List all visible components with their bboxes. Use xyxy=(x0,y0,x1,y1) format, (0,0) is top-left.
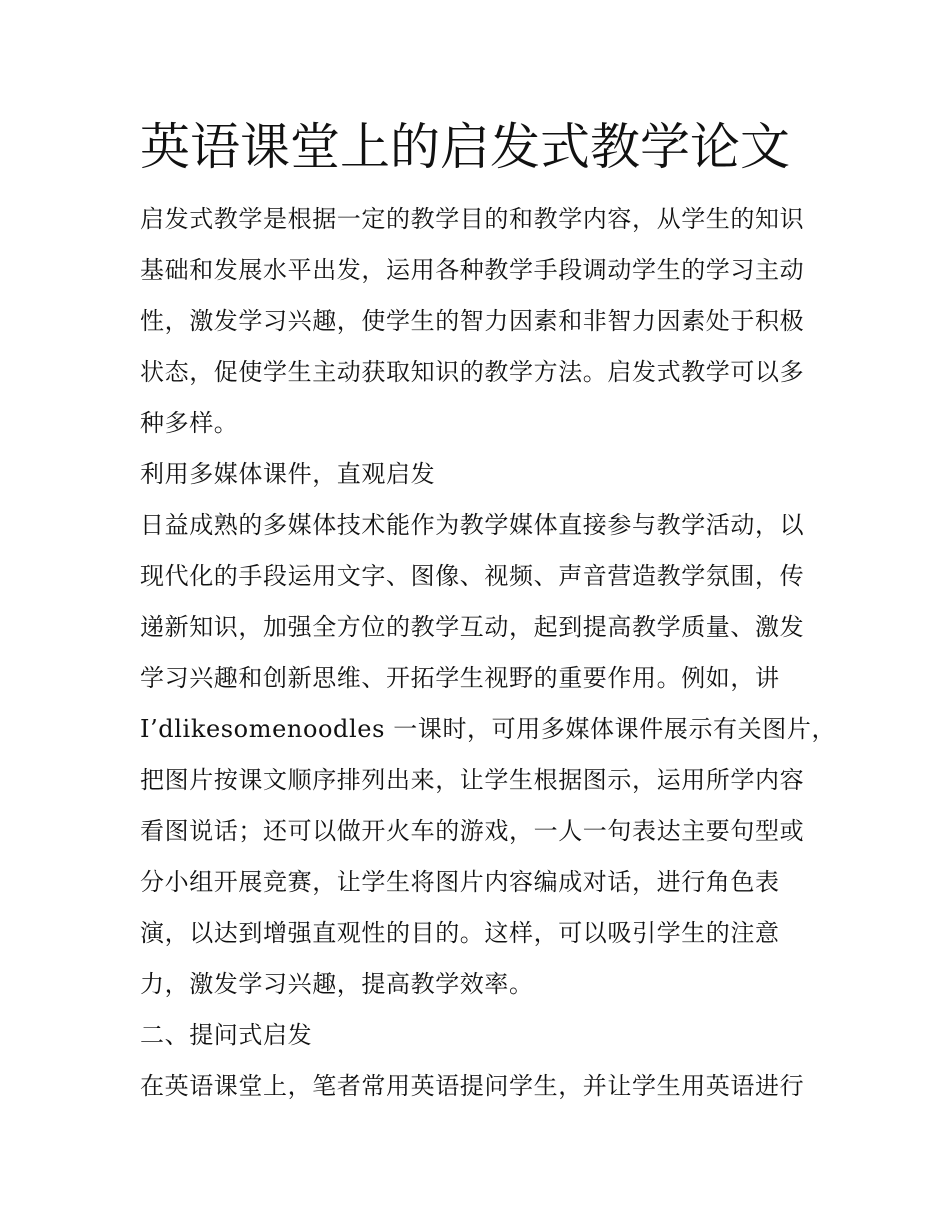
page-title: 英语课堂上的启发式教学论文 xyxy=(140,118,790,176)
text-line: 力，激发学习兴趣，提高教学效率。 xyxy=(140,970,534,998)
text-line: 性，激发学习兴趣，使学生的智力因素和非智力因素处于积极 xyxy=(140,307,805,335)
section-heading: 二、提问式启发 xyxy=(140,1021,313,1049)
section-heading: 利用多媒体课件，直观启发 xyxy=(140,460,436,488)
text-line: 看图说话；还可以做开火车的游戏，一人一句表达主要句型或 xyxy=(140,817,805,845)
text-line: 在英语课堂上，笔者常用英语提问学生，并让学生用英语进行 xyxy=(140,1072,805,1100)
text-line: 现代化的手段运用文字、图像、视频、声音营造教学氛围，传 xyxy=(140,562,805,590)
text-line: 分小组开展竞赛，让学生将图片内容编成对话，进行角色表 xyxy=(140,868,780,896)
text-line: 学习兴趣和创新思维、开拓学生视野的重要作用。例如，讲 xyxy=(140,664,780,692)
text-line: 状态，促使学生主动获取知识的教学方法。启发式教学可以多 xyxy=(140,358,805,386)
text-line: 基础和发展水平出发，运用各种教学手段调动学生的学习主动 xyxy=(140,256,805,284)
text-line: 种多样。 xyxy=(140,409,239,437)
text-line: 演，以达到增强直观性的目的。这样，可以吸引学生的注意 xyxy=(140,919,780,947)
text-line: 启发式教学是根据一定的教学目的和教学内容，从学生的知识 xyxy=(140,205,805,233)
text-line: I’dlikesomenoodles 一课时，可用多媒体课件展示有关图片， xyxy=(140,715,837,743)
text-line: 递新知识，加强全方位的教学互动，起到提高教学质量、激发 xyxy=(140,613,805,641)
text-line: 日益成熟的多媒体技术能作为教学媒体直接参与教学活动，以 xyxy=(140,511,805,539)
text-line: 把图片按课文顺序排列出来，让学生根据图示，运用所学内容 xyxy=(140,766,805,794)
